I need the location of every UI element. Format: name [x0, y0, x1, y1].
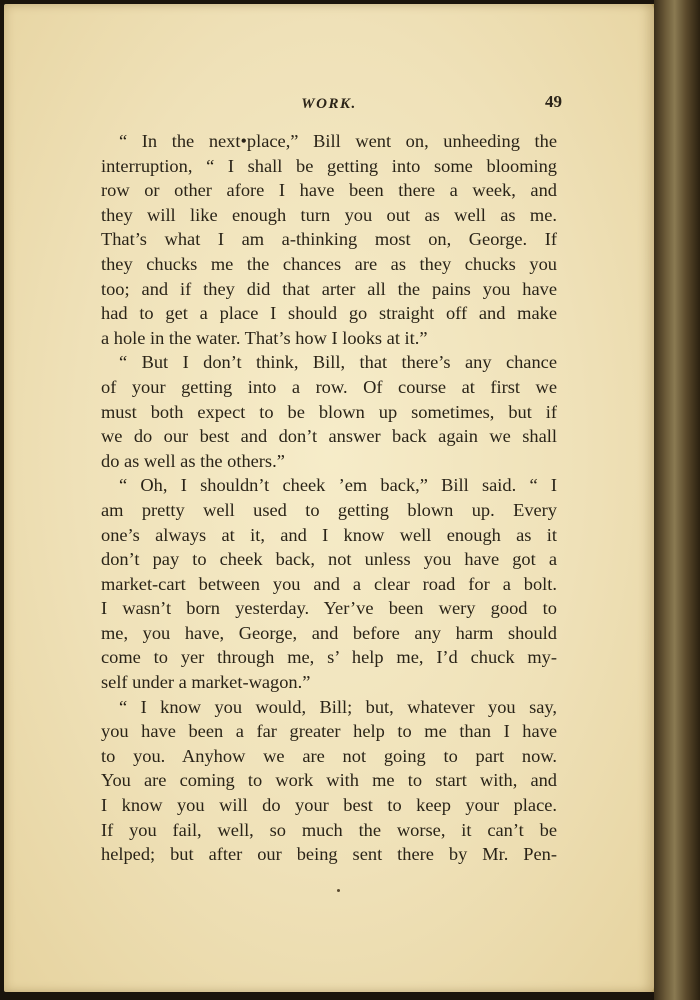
text-line: “ I know you would, Bill; but, whatever you say, [119, 696, 557, 717]
text-line: had to get a place I should go straight off and make [101, 303, 557, 324]
text-line: self under a market-wagon.” [101, 672, 311, 693]
body-text [101, 129, 557, 867]
text-line: too; and if they did that arter all the pains you have [101, 278, 557, 299]
text-line: they will like enough turn you out as well as me. [101, 204, 557, 225]
running-title: WORK. [301, 96, 357, 112]
text-line: to you. Anyhow we are not going to part now. [101, 745, 557, 766]
text-line: don’t pay to cheek back, not unless you have got a [101, 549, 557, 570]
text-line: That’s what I am a-thinking most on, George. If [101, 229, 557, 250]
page-number: 49 [545, 92, 562, 111]
text-line: interruption, “ I shall be getting into some blooming [101, 155, 557, 176]
text-line: “ In the next•place,” Bill went on, unheeding the [119, 131, 557, 151]
page-header [96, 92, 562, 118]
text-line: they chucks me the chances are as they chucks you [101, 253, 557, 274]
text-line: market-cart between you and a clear road for a bolt. [101, 573, 557, 594]
text-line: must both expect to be blown up sometimes, but if [101, 401, 557, 422]
text-line: helped; but after our being sent there by Mr. Pen- [101, 844, 557, 865]
text-line: me, you have, George, and before any harm should [101, 622, 557, 643]
text-line: “ Oh, I shouldn’t cheek ’em back,” Bill said. “ I [119, 475, 557, 496]
text-line: If you fail, well, so much the worse, it can’t be [101, 819, 557, 840]
text-line: am pretty well used to getting blown up. Every [101, 499, 557, 520]
text-line: a hole in the water. That’s how I looks at it.” [101, 327, 428, 348]
text-line: do as well as the others.” [101, 450, 285, 471]
text-line: You are coming to work with me to start with, and [101, 770, 557, 791]
text-line: I know you will do your best to keep your place. [101, 795, 557, 816]
text-line: you have been a far greater help to me than I have [101, 721, 557, 742]
text-line: of your getting into a row. Of course at first we [101, 376, 557, 397]
text-line: come to yer through me, s’ help me, I’d chuck my- [101, 647, 557, 668]
book-spine [654, 0, 700, 1000]
text-line: we do our best and don’t answer back again we shall [101, 426, 557, 447]
text-line: row or other afore I have been there a week, and [101, 180, 557, 201]
text-line: “ But I don’t think, Bill, that there’s any chance [119, 352, 557, 373]
ink-speck [337, 889, 340, 892]
text-line: one’s always at it, and I know well enough as it [101, 524, 557, 545]
text-line: I wasn’t born yesterday. Yer’ve been wery good to [101, 598, 557, 619]
